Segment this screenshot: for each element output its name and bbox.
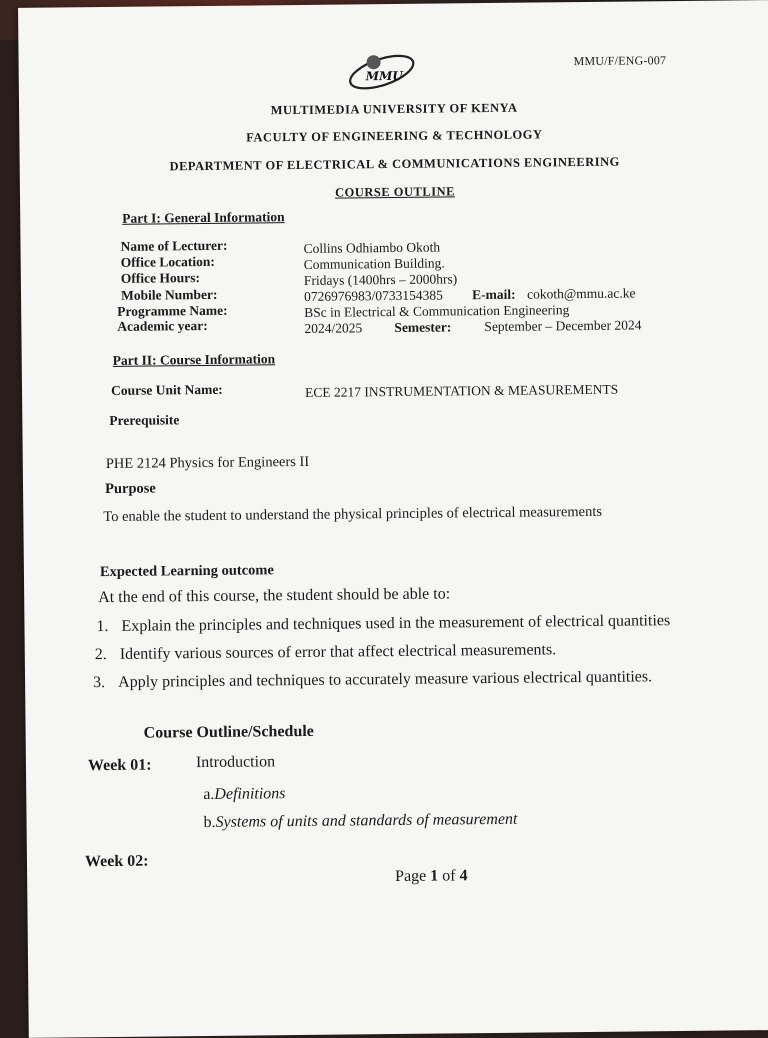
document-page <box>18 0 768 1038</box>
outcome-item: Identify various sources of error that affect electrical measurements. <box>119 641 557 663</box>
department-name: DEPARTMENT OF ELECTRICAL & COMMUNICATIONS ENGINEERING <box>169 154 620 174</box>
subtopic-text: Definitions <box>214 785 286 803</box>
lecturer-label: Name of Lecturer: <box>120 237 228 254</box>
prerequisite-label: Prerequisite <box>109 412 180 428</box>
outcome-number: 1. <box>96 618 109 636</box>
hours-label: Office Hours: <box>120 270 201 286</box>
university-name: MULTIMEDIA UNIVERSITY OF KENYA <box>270 100 518 118</box>
week1-subtopic-a <box>203 785 285 804</box>
logo-text: MMU <box>365 68 403 84</box>
schedule-heading: Course Outline/Schedule <box>143 722 314 742</box>
document-reference: MMU/F/ENG-007 <box>573 53 667 69</box>
university-logo <box>343 48 419 91</box>
week1-subtopic-b <box>203 811 517 832</box>
week1-topic: Introduction <box>195 753 276 772</box>
subtopic-text: Systems of units and standards of measurement <box>215 810 518 831</box>
part1-heading: Part I: General Information <box>122 209 285 226</box>
week2-label: Week 02: <box>84 852 149 871</box>
outcomes-intro: At the end of this course, the student should be able to: <box>98 585 451 607</box>
document-title: COURSE OUTLINE <box>334 184 455 200</box>
mobile-value: 0726976983/0733154385 <box>303 287 443 304</box>
outcomes-heading: Expected Learning outcome <box>99 562 274 581</box>
faculty-name: FACULTY OF ENGINEERING & TECHNOLOGY <box>246 127 543 145</box>
outcome-number: 3. <box>93 674 106 692</box>
programme-label: Programme Name: <box>117 302 228 319</box>
semester-label: Semester: <box>394 319 452 336</box>
outcome-item: Explain the principles and techniques used in the measurement of electrical quantities <box>121 612 671 635</box>
programme-value: BSc in Electrical & Communication Engineering <box>304 302 570 320</box>
week1-label: Week 01: <box>87 756 152 775</box>
subtopic-marker: a. <box>203 785 215 804</box>
unit-value: ECE 2217 INSTRUMENTATION & MEASUREMENTS <box>304 381 619 400</box>
office-value: Communication Building. <box>303 255 445 272</box>
year-value: 2024/2025 <box>304 320 363 336</box>
mobile-label: Mobile Number: <box>120 286 218 303</box>
email-value: cokoth@mmu.ac.ke <box>526 285 636 302</box>
unit-label: Course Unit Name: <box>110 381 223 398</box>
subtopic-marker: b. <box>203 813 216 832</box>
lecturer-value: Collins Odhiambo Okoth <box>303 239 441 256</box>
prerequisite-value: PHE 2124 Physics for Engineers II <box>105 453 310 473</box>
semester-value: September – December 2024 <box>484 317 642 335</box>
outcome-item: Apply principles and techniques to accurately measure various electrical quantities. <box>118 668 653 691</box>
email-label: E-mail: <box>471 286 516 303</box>
outcome-number: 2. <box>94 646 107 664</box>
year-label: Academic year: <box>117 317 208 334</box>
part2-heading: Part II: Course Information <box>112 351 276 368</box>
purpose-value: To enable the student to understand the physical principles of electrical measurements <box>103 503 603 526</box>
purpose-label: Purpose <box>104 480 156 498</box>
office-label: Office Location: <box>120 253 215 270</box>
page-number: Page 1 of 4 <box>395 867 468 886</box>
hours-value: Fridays (1400hrs – 2000hrs) <box>303 271 458 288</box>
